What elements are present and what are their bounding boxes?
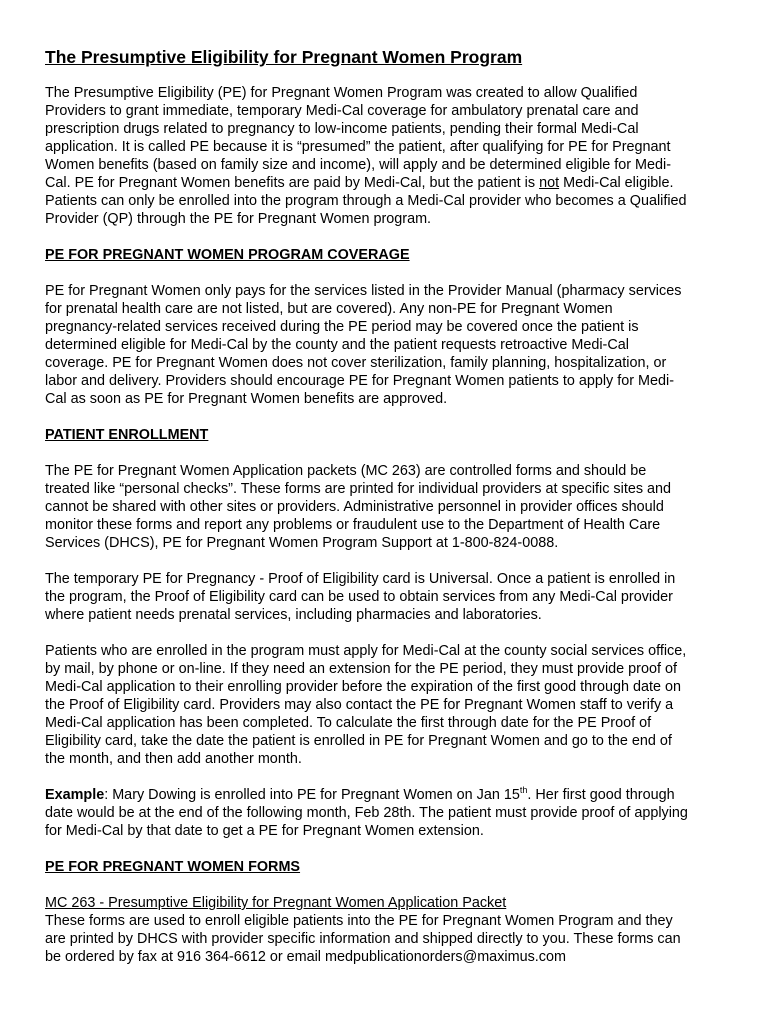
text-line: The PE for Pregnant Women Application packets (MC 263) are controlled forms and should be (45, 463, 647, 479)
document-page (45, 44, 735, 966)
text-line: the program, the Proof of Eligibility card can be used to obtain services from any Medi-Cal provider (45, 589, 673, 605)
text-segment: : Mary Dowing is enrolled into PE for Pregnant Women on Jan 15 (104, 787, 520, 803)
text-line: Women benefits (based on family size and income), will apply and be determined eligible for Medi- (45, 157, 672, 173)
text-line: by mail, by phone or on-line. If they need an extension for the PE period, they must provide proof of (45, 661, 677, 677)
text-line: cannot be shared with other sites or providers. Administrative personnel in provider offices should (45, 499, 664, 515)
text-line: monitor these forms and report any problems or fraudulent use to the Department of Health Care (45, 517, 661, 533)
text-line: PE for Pregnant Women only pays for the services listed in the Provider Manual (pharmacy services (45, 283, 682, 299)
text-line: for Medi-Cal by that date to get a PE for Pregnant Women extension. (45, 823, 484, 839)
text-line: treated like “personal checks”. These forms are printed for individual providers at specific sites and (45, 481, 672, 497)
enrollment-paragraph-3 (45, 642, 735, 768)
text-line: determined eligible for Medi-Cal by the county and the patient requests retroactive Medi-Cal (45, 337, 629, 353)
text-line: Eligibility card, take the date the patient is enrolled in PE for Pregnant Women and go to the end of (45, 733, 672, 749)
text-line: The Presumptive Eligibility (PE) for Pregnant Women Program was created to allow Qualified (45, 85, 638, 101)
text-line: application. It is called PE because it is “presumed” the patient, after qualifying for PE for Pregnant (45, 139, 671, 155)
text-line (45, 174, 735, 192)
text-line: The temporary PE for Pregnancy - Proof of Eligibility card is Universal. Once a patient is enrolled in (45, 571, 676, 587)
text-line: Providers to grant immediate, temporary Medi-Cal coverage for ambulatory prenatal care and (45, 103, 639, 119)
example-paragraph (45, 786, 735, 840)
mc263-form-title: MC 263 - Presumptive Eligibility for Pregnant Women Application Packet (45, 895, 507, 911)
text-line (45, 786, 735, 804)
text-line: Patients can only be enrolled into the program through a Medi-Cal provider who becomes a Qualified (45, 193, 687, 209)
enrollment-paragraph-1 (45, 462, 735, 552)
text-segment: Medi-Cal eligible. (559, 175, 674, 191)
intro-paragraph (45, 84, 735, 228)
text-line: labor and delivery. Providers should encourage PE for Pregnant Women patients to apply for Medi- (45, 373, 674, 389)
text-segment: Cal. PE for Pregnant Women benefits are paid by Medi-Cal, but the patient is (45, 175, 540, 191)
ordinal-suffix: th (519, 785, 528, 796)
text-line: prescription drugs related to pregnancy to low-income patients, pending their formal Medi-Cal (45, 121, 639, 137)
text-line: Patients who are enrolled in the program must apply for Medi-Cal at the county social services office, (45, 643, 687, 659)
text-segment: . Her first good through (527, 787, 675, 803)
coverage-heading: PE FOR PREGNANT WOMEN PROGRAM COVERAGE (45, 247, 410, 263)
text-line: Services (DHCS), PE for Pregnant Women Program Support at 1-800-824-0088. (45, 535, 559, 551)
coverage-paragraph (45, 282, 735, 408)
text-line: the month, and then add another month. (45, 751, 302, 767)
text-line: Medi-Cal application to their enrolling provider before the expiration of the first good through date on (45, 679, 681, 695)
text-line: pregnancy-related services received during the PE period may be covered once the patient is (45, 319, 639, 335)
text-line: These forms are used to enroll eligible patients into the PE for Pregnant Women Program and they (45, 913, 673, 929)
text-line: for prenatal health care are not listed, but are covered). Any non-PE for Pregnant Women (45, 301, 613, 317)
text-line: Provider (QP) through the PE for Pregnant Women program. (45, 211, 432, 227)
example-label: Example (45, 787, 105, 803)
text-line: where patient needs prenatal services, including pharmacies and laboratories. (45, 607, 542, 623)
text-line: coverage. PE for Pregnant Women does not cover sterilization, family planning, hospitalization, or (45, 355, 667, 371)
text-line: Medi-Cal application has been completed. To calculate the first through date for the PE Proof of (45, 715, 652, 731)
underlined-not: not (539, 175, 560, 191)
text-line: date would be at the end of the following month, Feb 28th. The patient must provide proof of applying (45, 805, 688, 821)
text-line: the Proof of Eligibility card. Providers may also contact the PE for Pregnant Women staff to verify a (45, 697, 674, 713)
enrollment-paragraph-2 (45, 570, 735, 624)
text-line: be ordered by fax at 916 364-6612 or email medpublicationorders@maximus.com (45, 949, 566, 965)
forms-paragraph (45, 894, 735, 966)
text-line: are printed by DHCS with provider specific information and shipped directly to you. These forms can (45, 931, 681, 947)
forms-heading: PE FOR PREGNANT WOMEN FORMS (45, 859, 301, 875)
page-title: The Presumptive Eligibility for Pregnant Women Program (45, 47, 523, 67)
enrollment-heading: PATIENT ENROLLMENT (45, 427, 209, 443)
text-line: Cal as soon as PE for Pregnant Women benefits are approved. (45, 391, 448, 407)
